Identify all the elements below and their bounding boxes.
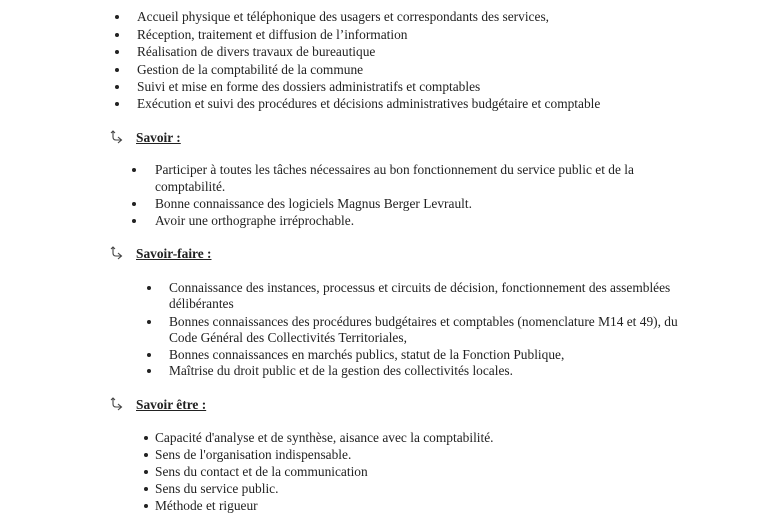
list-item: Bonnes connaissances des procédures budgétaires et comptables (nomenclature M14 et 49), du — [169, 314, 678, 329]
list-item: Gestion de la comptabilité de la commune — [137, 62, 364, 77]
bullet-icon — [115, 15, 119, 19]
bullet-icon — [132, 219, 136, 223]
bullet-icon — [144, 504, 148, 508]
hook-arrow-icon — [110, 397, 124, 411]
bullet-icon — [144, 436, 148, 440]
bullet-icon — [132, 202, 136, 206]
bullet-icon — [147, 286, 151, 290]
list-item: Bonne connaissance des logiciels Magnus Berger Levrault. — [155, 196, 472, 211]
list-item: Réalisation de divers travaux de bureautique — [137, 44, 376, 59]
bullet-icon — [115, 50, 119, 54]
bullet-icon — [144, 470, 148, 474]
list-item: Exécution et suivi des procédures et décisions administratives budgétaire et comptable — [137, 96, 601, 111]
list-item: Connaissance des instances, processus et circuits de décision, fonctionnement des assemblées — [169, 280, 671, 295]
hook-arrow-icon — [110, 246, 124, 260]
list-item: Maîtrise du droit public et de la gestion des collectivités locales. — [169, 363, 513, 378]
section-heading: Savoir : — [136, 130, 181, 145]
list-item: Réception, traitement et diffusion de l’information — [137, 27, 408, 42]
list-item-continuation: Code Général des Collectivités Territoriales, — [169, 330, 407, 345]
list-item: Méthode et rigueur — [155, 498, 258, 513]
list-item: Participer à toutes les tâches nécessaires au bon fonctionnement du service public et de la — [155, 162, 634, 177]
list-item: Sens du service public. — [155, 481, 279, 496]
bullet-icon — [132, 168, 136, 172]
bullet-icon — [147, 320, 151, 324]
section-heading: Savoir-faire : — [136, 246, 212, 261]
bullet-icon — [115, 102, 119, 106]
list-item: Accueil physique et téléphonique des usagers et correspondants des services, — [137, 9, 550, 24]
list-item: Sens de l'organisation indispensable. — [155, 447, 352, 462]
list-item: Capacité d'analyse et de synthèse, aisance avec la comptabilité. — [155, 430, 494, 445]
bullet-icon — [115, 85, 119, 89]
bullet-icon — [147, 353, 151, 357]
bullet-icon — [144, 453, 148, 457]
list-item-continuation: délibérantes — [169, 296, 234, 311]
list-item: Bonnes connaissances en marchés publics, statut de la Fonction Publique, — [169, 347, 565, 362]
bullet-icon — [115, 68, 119, 72]
hook-arrow-icon — [110, 130, 124, 144]
section-heading: Savoir être : — [136, 397, 207, 412]
bullet-icon — [147, 369, 151, 373]
list-item: Suivi et mise en forme des dossiers administratifs et comptables — [137, 79, 481, 94]
list-item: Avoir une orthographe irréprochable. — [155, 213, 355, 228]
bullet-icon — [144, 487, 148, 491]
list-item-continuation: comptabilité. — [155, 179, 226, 194]
list-item: Sens du contact et de la communication — [155, 464, 368, 479]
bullet-icon — [115, 33, 119, 37]
